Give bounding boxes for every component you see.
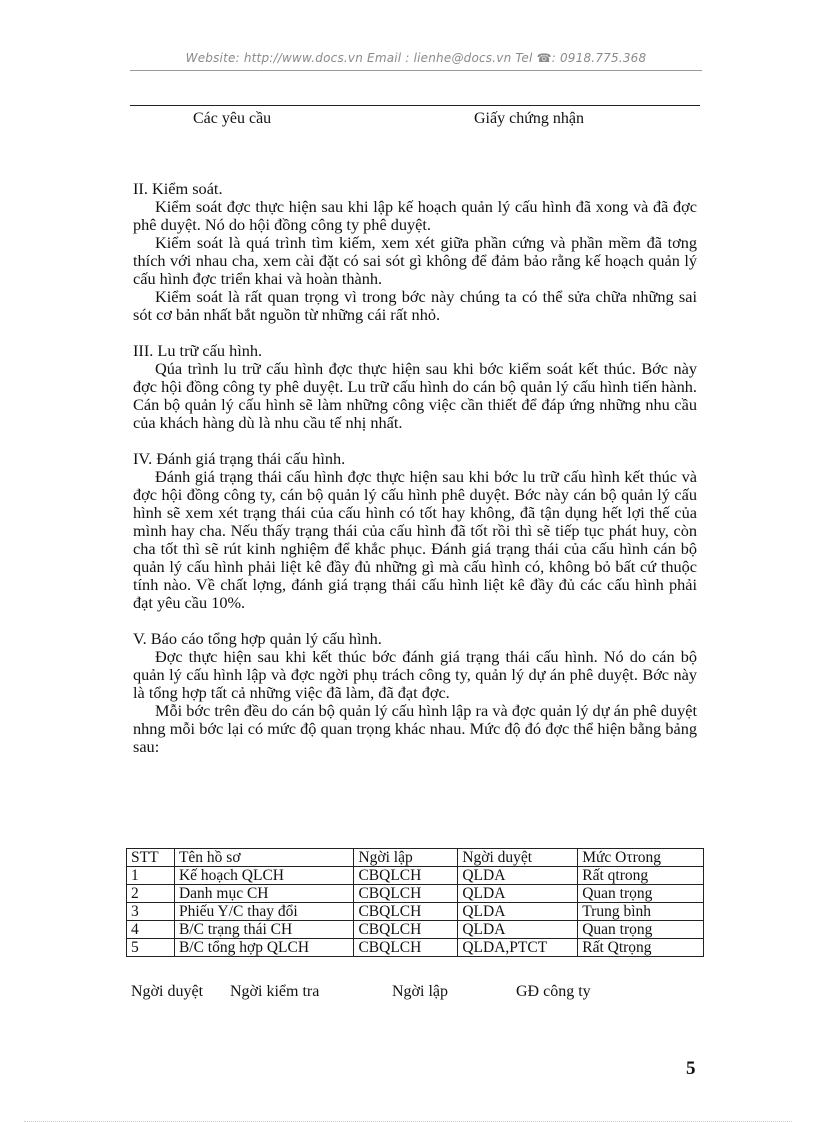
- importance-table: [126, 848, 704, 957]
- table-cell: CBQLCH: [354, 921, 458, 939]
- table-cell: B/C trạng thái CH: [174, 921, 354, 939]
- table-cell: Rất Qtrọng: [578, 939, 704, 957]
- signature-inspector: Ngời kiểm tra: [230, 983, 320, 1000]
- section-title: II. Kiểm soát.: [133, 179, 223, 198]
- table-cell: Phiếu Y/C thay đổi: [174, 903, 354, 921]
- paragraph: Kiểm soát là quá trình tìm kiếm, xem xét giữa phần cứng và phần mềm đã tơng thích với nhau cha, xem cài đặt có sai sót gì không để đảm bảo rằng kế hoạch quản lý cấu hình đợc triển khai và hoàn thành.: [133, 233, 697, 288]
- table-cell: B/C tổng hợp QLCH: [174, 939, 354, 957]
- page-bottom-divider: [24, 1121, 792, 1122]
- table-cell: 2: [127, 885, 175, 903]
- paragraph: Mỗi bớc trên đều do cán bộ quản lý cấu hình lập ra và đợc quản lý dự án phê duyệt nhng mỗi bớc lại có mức độ quan trọng khác nhau. Mức độ đó đợc thể hiện bằng bảng sau:: [133, 701, 697, 756]
- section-title: III. Lu trữ cấu hình.: [133, 341, 263, 360]
- table-cell: Trung bình: [578, 903, 704, 921]
- section-evaluation: [133, 450, 697, 612]
- table-cell: CBQLCH: [354, 939, 458, 957]
- paragraph: Đợc thực hiện sau khi kết thúc bớc đánh giá trạng thái cấu hình. Nó do cán bộ quản lý cấu hình lập và đợc ngời phụ trách công ty, quản lý dự án phê duyệt. Bớc này là tổng hợp tất cả những việc đã làm, đã đạt đợc.: [133, 647, 697, 702]
- table-cell: 5: [127, 939, 175, 957]
- header-cell: STT: [127, 849, 175, 867]
- table-cell: 3: [127, 903, 175, 921]
- header-cell: Ngời duyệt: [458, 849, 578, 867]
- header-cell: Ngời lập: [354, 849, 458, 867]
- table-header-row: [127, 849, 704, 867]
- table-cell: CBQLCH: [354, 885, 458, 903]
- table-cell: CBQLCH: [354, 867, 458, 885]
- signature-preparer: Ngời lập: [392, 983, 449, 1000]
- table-cell: QLDA: [458, 867, 578, 885]
- section-title: V. Báo cáo tổng hợp quản lý cấu hình.: [133, 629, 382, 648]
- paragraph: Qúa trình lu trữ cấu hình đợc thực hiện sau khi bớc kiểm soát kết thúc. Bớc này đợc hội đồng công ty phê duyệt. Lu trữ cấu hình do cán bộ quản lý cấu hình tiến hành. Cán bộ quản lý cấu hình sẽ làm những công việc cần thiết để đáp ứng những nhu cầu của khách hàng dù là nhu cầu tế nhị nhất.: [133, 359, 697, 432]
- paragraph: Kiểm soát đợc thực hiện sau khi lập kế hoạch quản lý cấu hình đã xong và đã đợc phê duyệt. Nó do hội đồng công ty phê duyệt.: [133, 197, 697, 234]
- table-cell: QLDA,PTCT: [458, 939, 578, 957]
- table-cell: QLDA: [458, 885, 578, 903]
- page-header: Website: http://www.docs.vn Email : lienhe@docs.vn Tel ☎: 0918.775.368: [185, 51, 647, 65]
- table-row: [127, 885, 704, 903]
- label-requirements: Các yêu cầu: [193, 110, 272, 127]
- table-cell: Kế hoạch QLCH: [174, 867, 354, 885]
- table-cell: 4: [127, 921, 175, 939]
- header-cell: Tên hồ sơ: [174, 849, 354, 867]
- table-cell: Quan trọng: [578, 885, 704, 903]
- section-control: [133, 180, 697, 324]
- page-number: 5: [686, 1058, 696, 1079]
- top-divider: [130, 105, 700, 106]
- table-cell: QLDA: [458, 903, 578, 921]
- table-row: [127, 903, 704, 921]
- table-row: [127, 921, 704, 939]
- section-storage: [133, 342, 697, 432]
- paragraph: Kiểm soát là rất quan trọng vì trong bớc này chúng ta có thể sửa chữa những sai sót cơ bản nhất bắt nguồn từ những cái rất nhỏ.: [133, 287, 697, 324]
- table-cell: Danh mục CH: [174, 885, 354, 903]
- signature-director: GĐ công ty: [516, 983, 591, 1000]
- table-row: [127, 939, 704, 957]
- section-title: IV. Đánh giá trạng thái cấu hình.: [133, 449, 346, 468]
- header-cell: Mức Oτrong: [578, 849, 704, 867]
- table-cell: Rất qtrong: [578, 867, 704, 885]
- label-certificate: Giấy chứng nhận: [474, 110, 584, 127]
- section-report: [133, 630, 697, 756]
- table-cell: QLDA: [458, 921, 578, 939]
- table-row: [127, 867, 704, 885]
- table-cell: Quan trọng: [578, 921, 704, 939]
- signature-approver: Ngời duyệt: [131, 983, 204, 1000]
- header-divider: [130, 70, 702, 71]
- paragraph: Đánh giá trạng thái cấu hình đợc thực hiện sau khi bớc lu trữ cấu hình kết thúc và đợc hội đồng công ty, cán bộ quản lý cấu hình phê duyệt. Bớc này cán bộ quản lý cấu hình sẽ xem xét trạng thái của cấu hình có tốt hay không, đã tận dụng hết lợi thế của mình hay cha. Nếu thấy trạng thái của cấu hình đã tốt rồi thì sẽ tiếp tục phát huy, còn cha tốt thì sẽ rút kinh nghiệm để khắc phục. Đánh giá trạng thái của cấu hình cán bộ quản lý cấu hình phải liệt kê đầy đủ những gì mà cấu hình có, không bỏ bất cứ thuộc tính nào. Về chất lợng, đánh giá trạng thái cấu hình liệt kê đầy đủ các cấu hình phải đạt yêu cầu 10%.: [133, 467, 697, 612]
- document-body: [133, 180, 697, 774]
- table-cell: CBQLCH: [354, 903, 458, 921]
- table-cell: 1: [127, 867, 175, 885]
